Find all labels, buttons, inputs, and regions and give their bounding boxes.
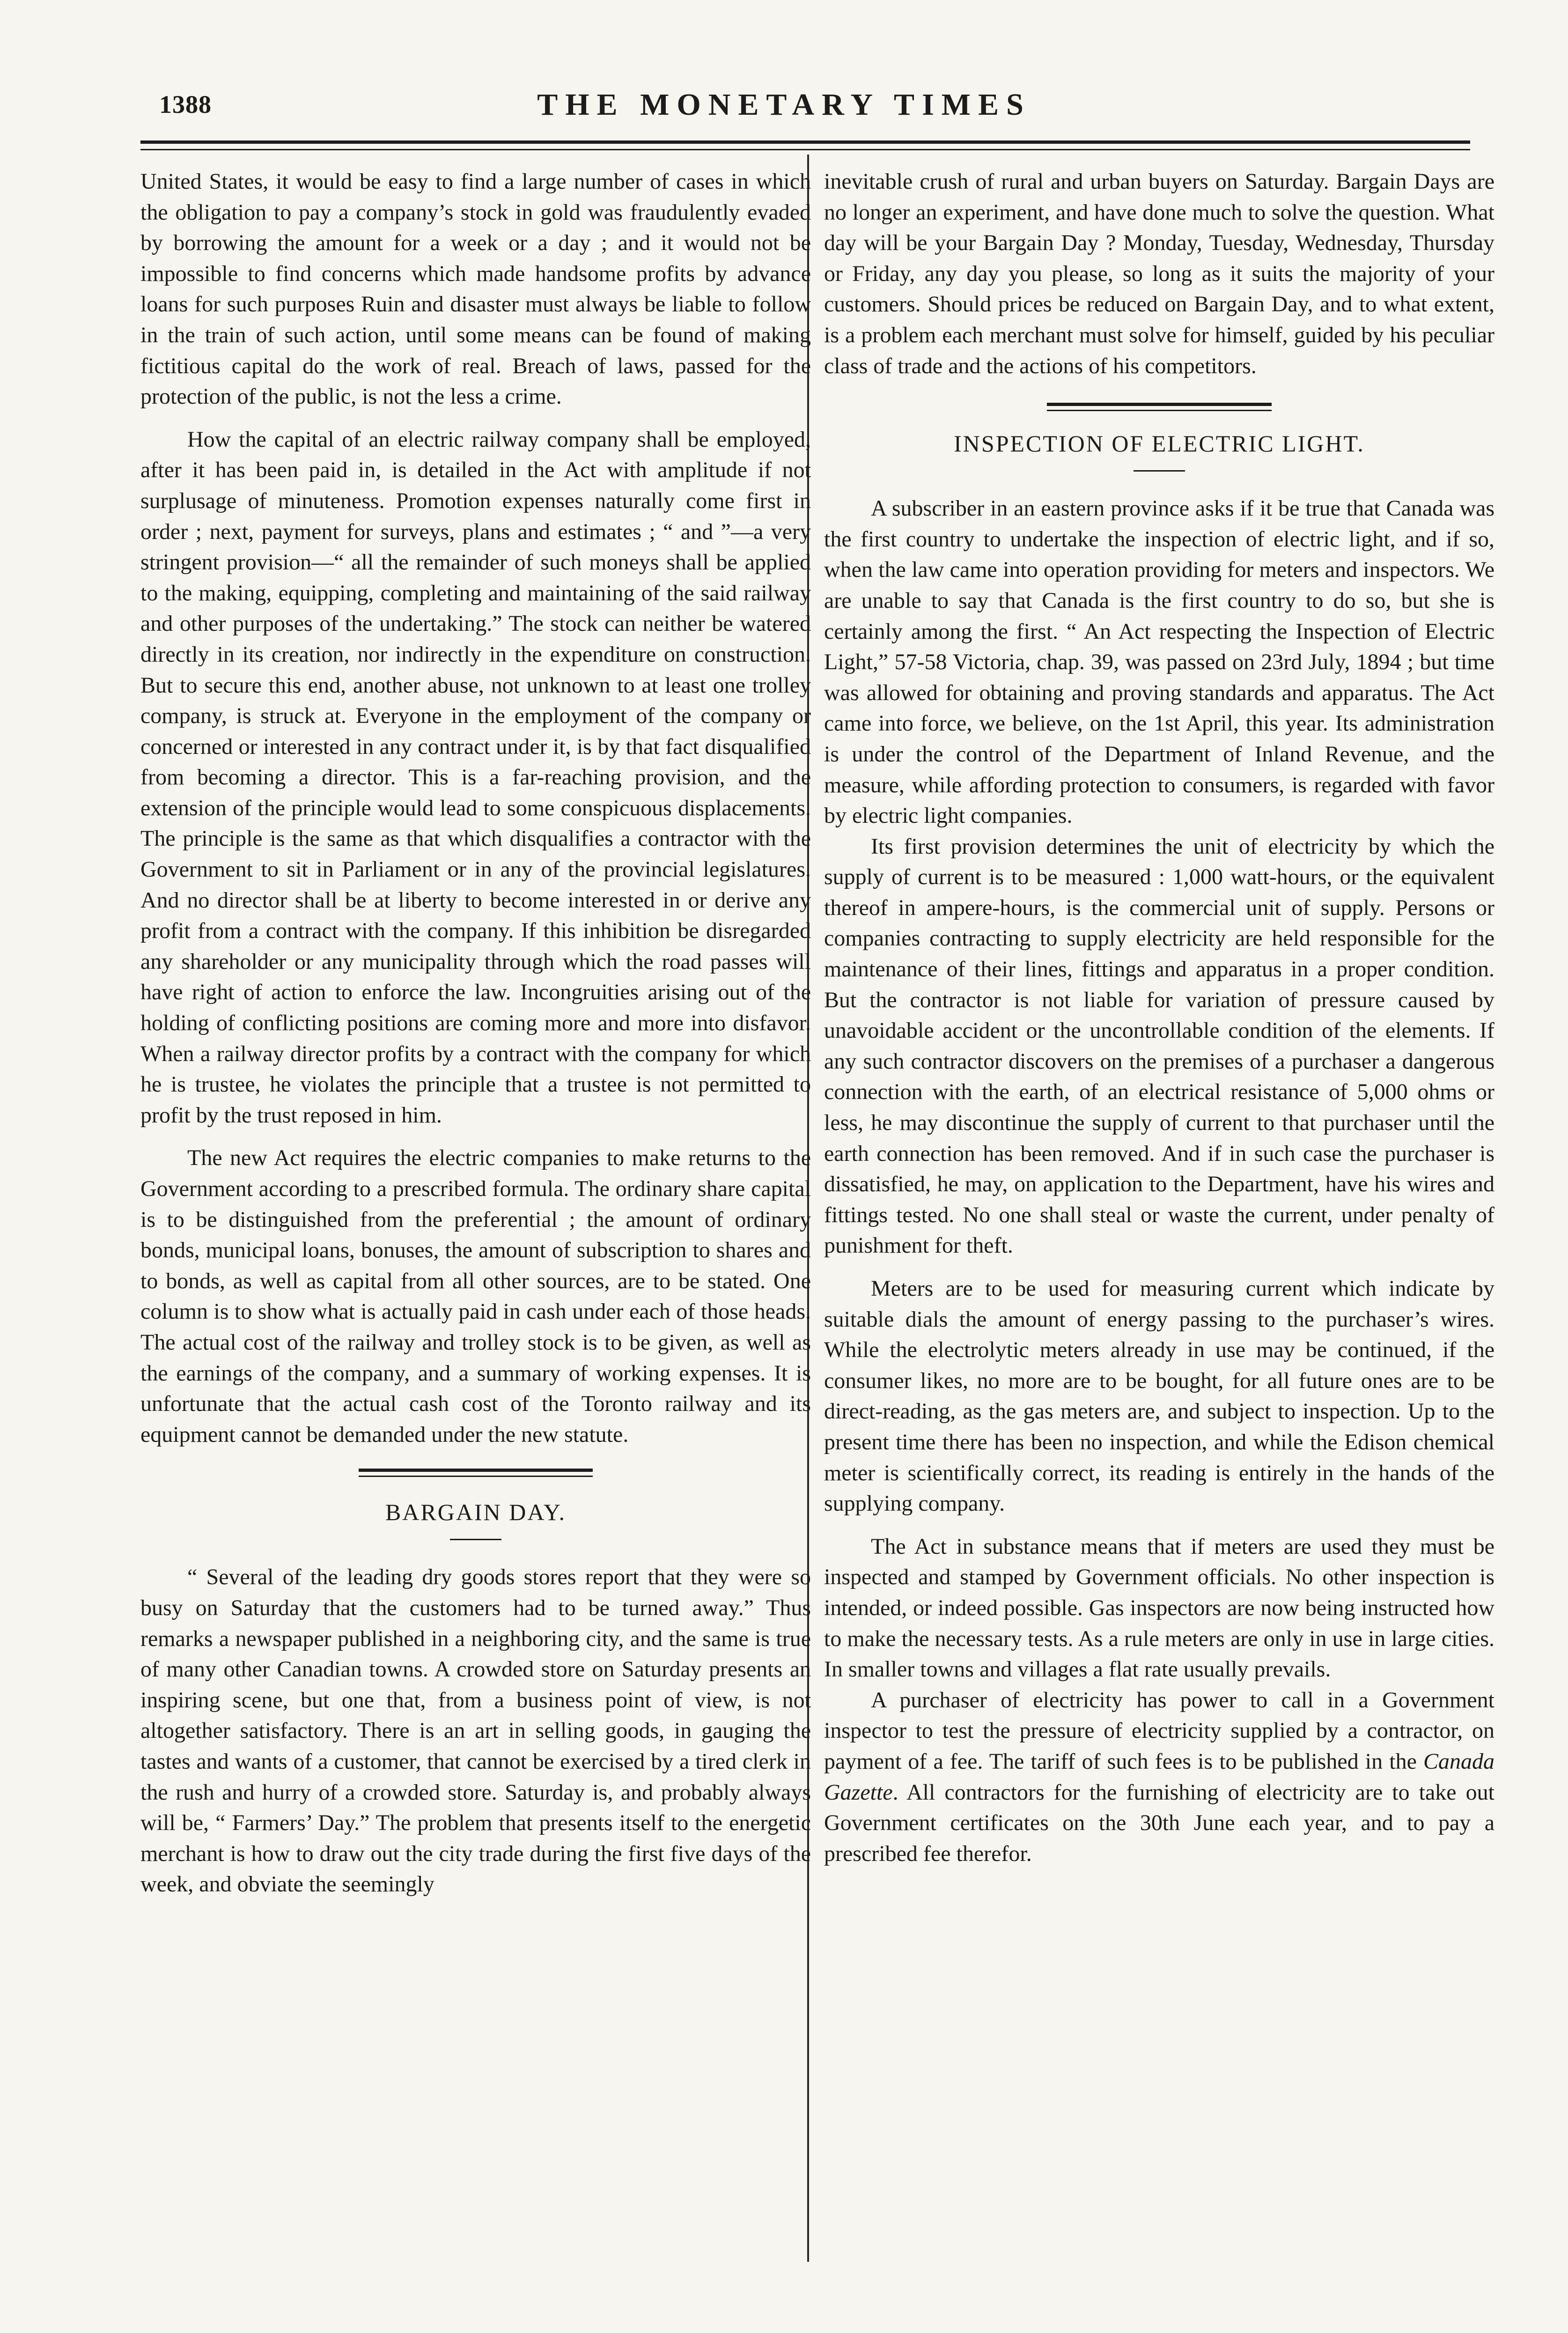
section-rule-thick bbox=[1047, 403, 1272, 406]
article-paragraph: The Act in substance means that if meters are used they must be inspected and stamped by Government officials. No other inspection is intended, or indeed possible. Gas inspectors are now being instructed how to make the necessary tests. As a rule meters are only in use in large cities. In smaller towns and villages a flat rate usually prevails. bbox=[824, 1534, 1494, 1682]
right-column bbox=[824, 166, 1494, 1869]
section-rule-thick bbox=[359, 1469, 593, 1472]
article-paragraph: The new Act requires the electric companies to make returns to the Government according to a prescribed formula. The ordinary share capital is to be distinguished from the preferential ; the amount of ordinary bonds, municipal loans, bonuses, the amount of subscription to shares and to bonds, as well as capital from all other sources, are to be stated. One column is to show what is actually paid in cash under each of those heads. The actual cost of the railway and trolley stock is to be given, as well as the earnings of the company, and a summary of working expenses. It is unfortunate that the actual cash cost of the Toronto railway and its equipment cannot be demanded under the new statute. bbox=[140, 1145, 811, 1447]
left-column bbox=[140, 166, 811, 1900]
masthead-title: THE MONETARY TIMES bbox=[537, 88, 1031, 122]
header-rule-thin bbox=[140, 149, 1470, 150]
article-paragraph: inevitable crush of rural and urban buyers on Saturday. Bargain Days are no longer an experiment, and have done much to solve the question. What day will be your Bargain Day ? Monday, Tuesday, Wednesday, Thursday or Friday, any day you please, so long as it suits the majority of your customers. Should prices be reduced on Bargain Day, and to what extent, is a problem each merchant must solve for himself, guided by his peculiar class of trade and the actions of his competitors. bbox=[824, 169, 1494, 378]
section-title-bargain-day: BARGAIN DAY. bbox=[385, 1499, 567, 1526]
section-title-inspection: INSPECTION OF ELECTRIC LIGHT. bbox=[954, 430, 1365, 457]
paragraph-text: . All contractors for the furnishing of electricity are to take out Government certificates on the 30th June each year, and to pay a prescribed fee therefor. bbox=[824, 1779, 1494, 1866]
article-paragraph: How the capital of an electric railway company shall be employed, after it has been paid in, is detailed in the Act with amplitude if not surplusage of minuteness. Promotion expenses naturally come first in order ; next, payment for surveys, plans and estimates ; “ and ”—a very stringent provision—“ all the remainder of such moneys shall be applied to the making, equipping, completing and maintaining of the said railway and other purposes of the undertaking.” The stock can neither be watered directly in its creation, nor indirectly in the expenditure on construction. But to secure this end, another abuse, not unknown to at least one trolley company, is struck at. Everyone in the employment of the company or concerned or interested in any contract under it, is by that fact disqualified from becoming a director. This is a far-reaching provision, and the extension of the principle would lead to some conspicuous displacements. The principle is the same as that which disqualifies a contractor with the Government to sit in Parliament or in any of the provincial legislatures. And no director shall be at liberty to become interested in or derive any profit from a contract with the company. If this inhibition be disregarded any shareholder or any municipality through which the road passes will have right of action to enforce the law. Incongruities arising out of the holding of conflicting positions are coming more and more into disfavor. When a railway director profits by a contract with the company for which he is trustee, he violates the principle that a trustee is not permitted to profit by the trust reposed in him. bbox=[140, 427, 811, 1128]
paragraph-text: A purchaser of electricity has power to call in a Government inspector to test the pressure of electricity supplied by a contractor, on payment of a fee. The tariff of such fees is to be published in the bbox=[824, 1687, 1494, 1774]
article-paragraph bbox=[824, 1685, 1494, 1869]
title-underline bbox=[1134, 470, 1185, 472]
article-paragraph: Its first provision determines the unit of electricity by which the supply of current is to be measured : 1,000 watt-hours, or the equivalent thereof in ampere-hours, is the commercial unit of supply. Persons or companies contracting to supply electricity are held responsible for the maintenance of their lines, fittings and apparatus in a proper condition. But the contractor is not liable for variation of pressure caused by unavoidable accident or the uncontrollable condition of the elements. If any such contractor discovers on the premises of a purchaser a dangerous connection with the earth, of an electrical resistance of 5,000 ohms or less, he may discontinue the supply of current to that purchaser until the earth connection has been removed. And if in such case the purchaser is dissatisfied, he may, on application to the Department, have his wires and fittings tested. No one shall steal or waste the current, under penalty of punishment for theft. bbox=[824, 834, 1494, 1258]
page-header bbox=[0, 0, 1568, 140]
title-underline bbox=[450, 1539, 501, 1540]
page-number: 1388 bbox=[159, 90, 212, 118]
header-rule-thick bbox=[140, 140, 1470, 144]
article-paragraph: Meters are to be used for measuring current which indicate by suitable dials the amount of energy passing to the purchaser’s wires. While the electrolytic meters already in use may be continued, if the consumer likes, no more are to be bought, for all future ones are to be direct-reading, as the gas meters are, and subject to inspection. Up to the present time there has been no inspection, and while the Edison chemical meter is scientifically correct, its reading is entirely in the hands of the supplying company. bbox=[824, 1276, 1494, 1516]
article-paragraph: A subscriber in an eastern province asks if it be true that Canada was the first country to undertake the inspection of electric light, and if so, when the law came into operation providing for meters and inspectors. We are unable to say that Canada is the first country to do so, but she is certainly among the first. “ An Act respecting the Inspection of Electric Light,” 57-58 Victoria, chap. 39, was passed on 23rd July, 1894 ; but time was allowed for obtaining and proving standards and apparatus. The Act came into force, we believe, on the 1st April, this year. Its administration is under the control of the Department of Inland Revenue, and the measure, while affording protection to consumers, is regarded with favor by electric light companies. bbox=[824, 496, 1494, 828]
article-paragraph: United States, it would be easy to find a large number of cases in which the obligation to pay a company’s stock in gold was fraudulently evaded by borrowing the amount for a week or a day ; and it would not be impossible to find concerns which made handsome profits by advance loans for such purposes Ruin and disaster must always be liable to follow in the train of such action, until some means can be found of making fictitious capital do the work of real. Breach of laws, passed for the protection of the public, is not the less a crime. bbox=[140, 169, 811, 409]
publication-name: Canada Gazette bbox=[824, 1749, 1494, 1805]
article-paragraph: “ Several of the leading dry goods stores report that they were so busy on Saturday that the customers had to be turned away.” Thus remarks a newspaper published in a neighboring city, and the same is true of many other Canadian towns. A crowded store on Saturday presents an inspiring scene, but one that, from a business point of view, is not altogether satisfactory. There is an art in selling goods, in gauging the tastes and wants of a customer, that cannot be exercised by a tired clerk in the rush and hurry of a crowded store. Saturday is, and probably always will be, “ Farmers’ Day.” The problem that presents itself to the energetic merchant is how to draw out the city trade during the first five days of the week, and obviate the seemingly bbox=[140, 1565, 811, 1897]
